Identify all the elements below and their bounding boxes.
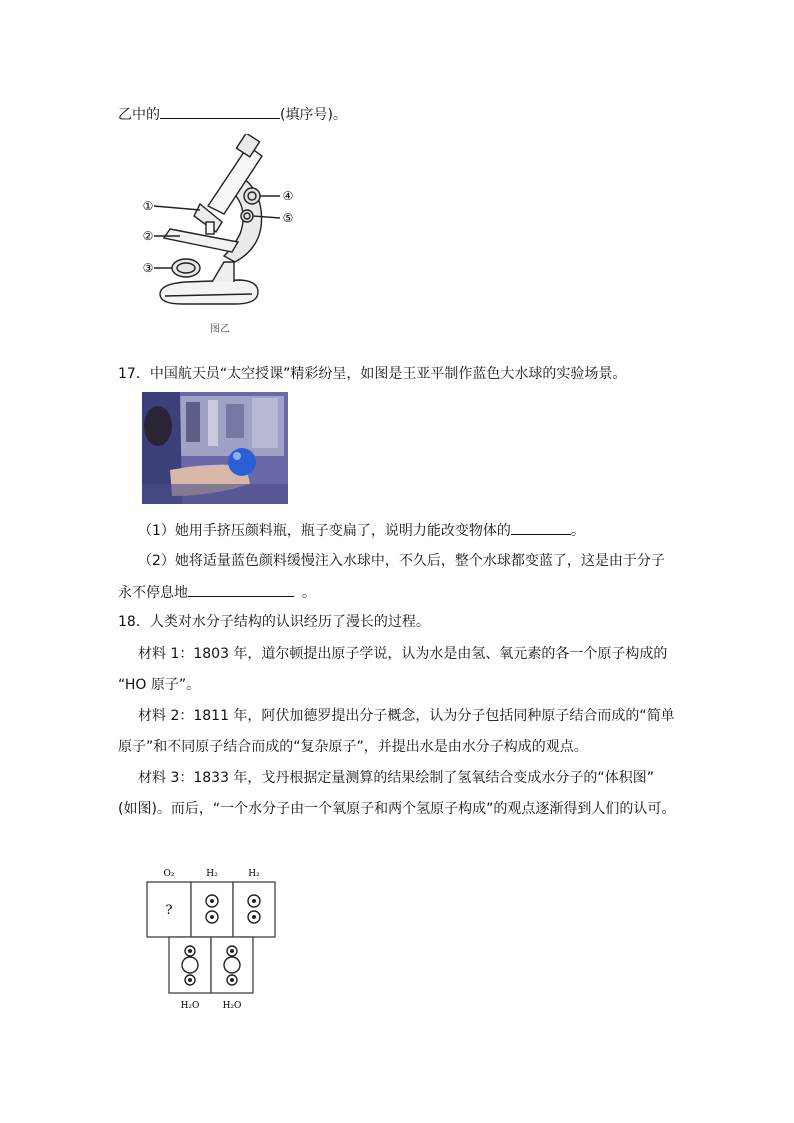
label-1: ①	[142, 199, 154, 213]
material-2-line1: 材料 2：1811 年，阿伏加德罗提出分子概念，认为分子包括同种原子结合而成的“简单	[138, 708, 675, 724]
q18-stem: 18．人类对水分子结构的认识经历了漫长的过程。	[118, 614, 430, 630]
label-h2o-2: H₂O	[222, 1001, 242, 1011]
material-2-line2: 原子”和不同原子结合而成的“复杂原子”，并提出水是由水分子构成的观点。	[118, 739, 588, 755]
q16-answer-line	[118, 104, 347, 125]
q17-sub1-text: （1）她用手挤压颜料瓶，瓶子变扁了，说明力能改变物体的	[138, 523, 511, 539]
q17-sub2-line2	[118, 582, 316, 603]
label-5: ⑤	[282, 211, 294, 225]
label-h2o-1: H₂O	[180, 1001, 200, 1011]
q17-sub1-end: 。	[570, 523, 585, 539]
label-4: ④	[282, 189, 294, 203]
q17-sub2-text: 永不停息地	[118, 585, 188, 601]
q17-sub2-line1: （2）她将适量蓝色颜料缓慢注入水球中，不久后，整个水球都变蓝了，这是由于分子	[138, 553, 665, 569]
space-lesson-photo	[142, 392, 288, 504]
material-3-line1: 材料 3：1833 年，戈丹根据定量测算的结果绘制了氢氧结合变成水分子的“体积图”	[138, 770, 654, 786]
q16-prefix: 乙中的	[118, 107, 160, 123]
q17-sub2-end: 。	[302, 585, 316, 601]
label-3: ③	[142, 261, 154, 275]
q17-sub2-blank[interactable]	[188, 582, 294, 597]
q17-sub1	[138, 520, 585, 541]
material-1-line1: 材料 1：1803 年，道尔顿提出原子学说，认为水是由氢、氧元素的各一个原子构成的	[138, 646, 668, 662]
q16-answer-blank[interactable]	[160, 104, 280, 119]
material-1-line2: “HO 原子”。	[118, 677, 201, 693]
label-2: ②	[142, 229, 154, 243]
label-h2-2: H₂	[248, 869, 260, 879]
material-3-line2: (如图)。而后，“一个水分子由一个氧原子和两个氢原子构成”的观点逐渐得到人们的认可。	[118, 801, 676, 817]
volume-diagram	[142, 862, 288, 1014]
label-h2-1: H₂	[206, 869, 218, 879]
microscope-figure	[140, 134, 300, 340]
q17-stem: 17．中国航天员“太空授课”精彩纷呈，如图是王亚平制作蓝色大水球的实验场景。	[118, 366, 627, 382]
q16-suffix: (填序号)。	[280, 107, 347, 123]
q17-sub1-blank[interactable]	[511, 520, 571, 535]
label-o2: O₂	[163, 869, 175, 879]
figure-caption: 图乙	[210, 324, 230, 335]
unknown-mark: ?	[165, 903, 173, 918]
